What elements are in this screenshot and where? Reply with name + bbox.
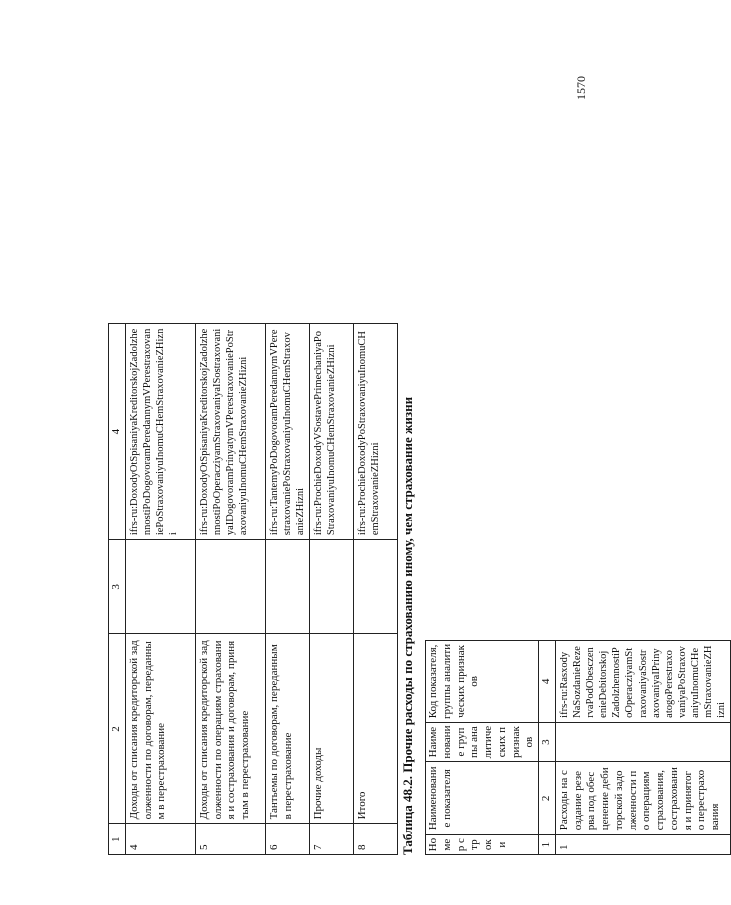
indicator-name: Доходы от списания кредиторской задолженности по операциям страхования и сострахования и договорам, принятым в перестрахование [195, 634, 265, 824]
header-indicator-code: Код показателя, группы аналитических признаков [426, 641, 539, 723]
table-caption: Таблица 48.2. Прочие расходы по страхованию иному, чем страхование жизни [400, 396, 415, 855]
col-number-1: 1 [539, 835, 556, 855]
page-number-text: 1570 [574, 76, 588, 100]
table-row [125, 324, 195, 855]
row-number: 5 [195, 824, 265, 855]
table-row [265, 324, 309, 855]
header-col-2: 2 [109, 634, 126, 824]
group-name [265, 540, 309, 634]
indicator-name: Расходы на создание резерва под обесценение дебиторской задолженности по операциям страхования, сострахования и принятого перестрахования [555, 762, 731, 835]
indicator-name: Прочие доходы [310, 634, 354, 824]
group-name [354, 540, 398, 634]
header-indicator-name: Наименование показателя [426, 762, 539, 835]
indicator-code: ifrs-ru:DoxodyOtSpisaniyaKreditorskojZadolzhennostiPoDogovoramPeredannymVPerestraxovaniePoStraxovaniyuInomuCHemStraxovanieZHizni [125, 324, 195, 540]
group-name [555, 722, 731, 762]
table-row [555, 641, 731, 855]
page-number [572, 60, 594, 100]
indicator-code: ifrs-ru:RasxodyNaSozdanieRezervaPodObesczenenieDebitorskojZadolzhennostiPoOperacziyamStraxovaniyaSostraxovaniyaIPrinyatogoPerestraxovaniyaPoStraxovaniyuInomuCHemStraxovanieZHizni [555, 641, 731, 723]
col-number-4: 4 [539, 641, 556, 723]
indicator-code: ifrs-ru:DoxodyOtSpisaniyaKreditorskojZadolzhennostiPoOperacziyamStraxovaniyaISostraxovaniyaIDogovoramPrinyatymVPerestraxovaniePoStraxovaniyuInomuCHemStraxovanieZHizni [195, 324, 265, 540]
row-number: 8 [354, 824, 398, 855]
col-number-2: 2 [539, 762, 556, 835]
row-number: 4 [125, 824, 195, 855]
table-row [354, 324, 398, 855]
indicator-name: Тантьемы по договорам, переданным в перестрахование [265, 634, 309, 824]
table-row [195, 324, 265, 855]
indicator-code: ifrs-ru:TantemyPoDogovoramPeredannymVPerestraxovaniePoStraxovaniyuInomuCHemStraxovanieZHizni [265, 324, 309, 540]
table-column-numbers-row [539, 641, 556, 855]
row-number: 1 [555, 835, 731, 855]
header-row-number: Номер строки [426, 835, 539, 855]
row-number: 6 [265, 824, 309, 855]
header-col-3: 3 [109, 540, 126, 634]
col-number-3: 3 [539, 722, 556, 762]
table-row [310, 324, 354, 855]
group-name [125, 540, 195, 634]
header-group-name: Наименование группы аналитических признаков [426, 722, 539, 762]
group-name [195, 540, 265, 634]
table-header-row [109, 324, 126, 855]
indicator-code: ifrs-ru:ProchieDoxodyPoStraxovaniyuInomuCHemStraxovanieZHizni [354, 324, 398, 540]
group-name [310, 540, 354, 634]
indicator-name: Итого [354, 634, 398, 824]
header-col-1: 1 [109, 824, 126, 855]
other-expenses-table [425, 640, 731, 855]
table-header-row [426, 641, 539, 855]
header-col-4: 4 [109, 324, 126, 540]
indicator-name: Доходы от списания кредиторской задолженности по договорам, переданным в перестрахование [125, 634, 195, 824]
indicator-code: ifrs-ru:ProchieDoxodyVSostavePrimechaniyaPoStraxovaniyuInomuCHemStraxovanieZHizni [310, 324, 354, 540]
row-number: 7 [310, 824, 354, 855]
indicators-table-continued [108, 323, 398, 855]
